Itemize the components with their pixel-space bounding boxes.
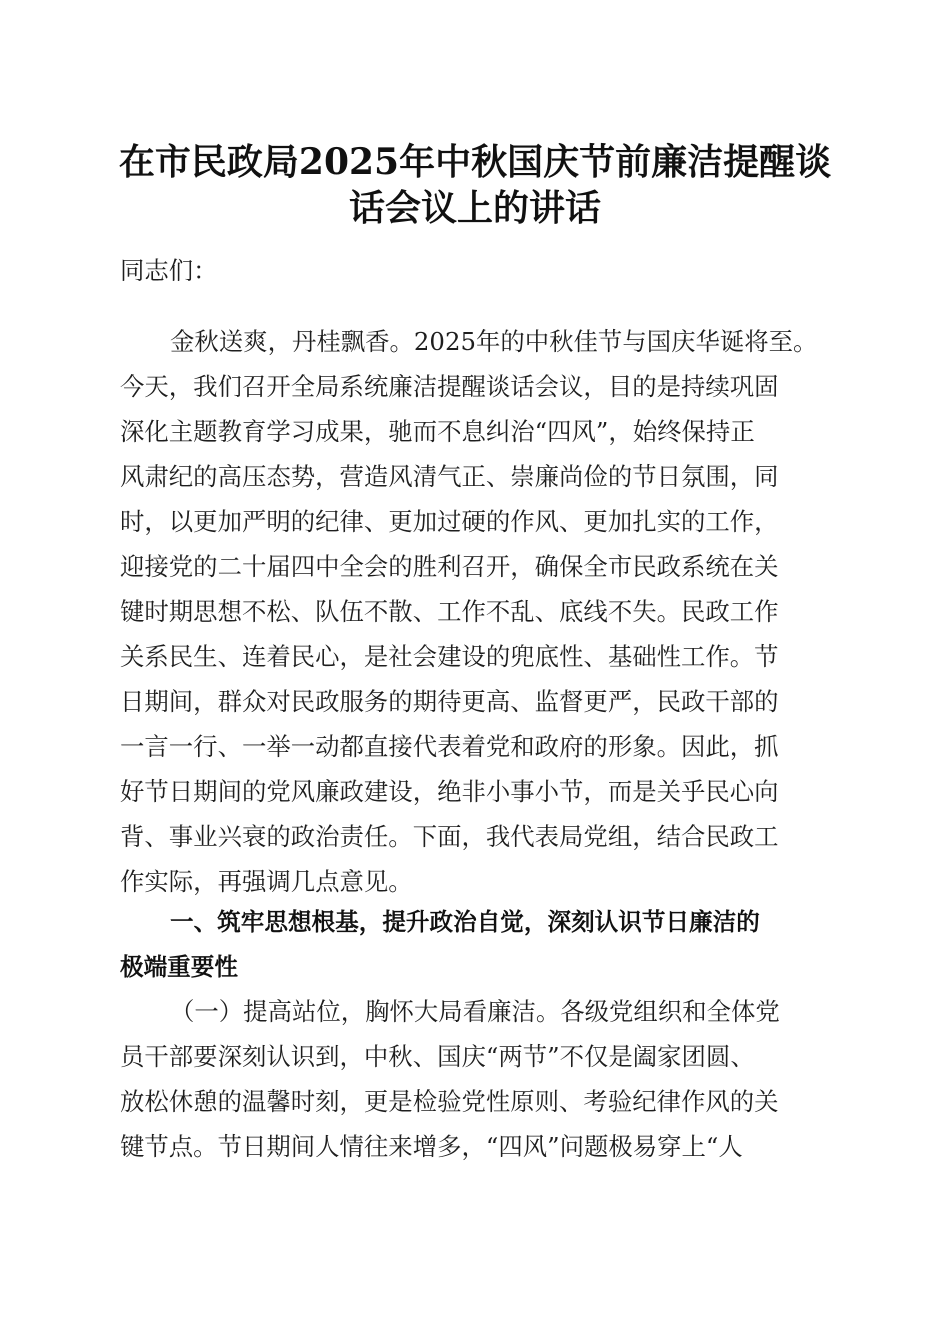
body-line: 键时期思想不松、队伍不散、工作不乱、底线不失。民政工作 <box>120 597 779 626</box>
body-line: 今天，我们召开全局系统廉洁提醒谈话会议，目的是持续巩固 <box>120 372 779 401</box>
body-line: 作实际，再强调几点意见。 <box>120 867 413 896</box>
salutation: 同志们： <box>120 256 218 285</box>
body-line: 一言一行、一举一动都直接代表着党和政府的形象。因此，抓 <box>120 732 779 761</box>
body-line: 时，以更加严明的纪律、更加过硬的作风、更加扎实的工作， <box>120 507 779 536</box>
body-line: 背、事业兴衰的政治责任。下面，我代表局党组，结合民政工 <box>120 822 779 851</box>
body-line: 金秋送爽，丹桂飘香。2025年的中秋佳节与国庆华诞将至。 <box>170 327 818 356</box>
document-title-line-1: 在市民政局2025年中秋国庆节前廉洁提醒谈 <box>118 141 832 183</box>
body-line: 键节点。节日期间人情往来增多，“四风”问题极易穿上“人 <box>120 1132 743 1161</box>
body-line: 迎接党的二十届四中全会的胜利召开，确保全市民政系统在关 <box>120 552 779 581</box>
body-line: 放松休憩的温馨时刻，更是检验党性原则、考验纪律作风的关 <box>120 1087 779 1116</box>
body-line: （一）提高站位，胸怀大局看廉洁。各级党组织和全体党 <box>170 997 780 1026</box>
section-heading: 一、筑牢思想根基，提升政治自觉，深刻认识节日廉洁的 <box>170 908 760 936</box>
body-line: 员干部要深刻认识到，中秋、国庆“两节”不仅是阖家团圆、 <box>120 1042 755 1071</box>
body-line: 好节日期间的党风廉政建设，绝非小事小节，而是关乎民心向 <box>120 777 779 806</box>
body-line: 日期间，群众对民政服务的期待更高、监督更严，民政干部的 <box>120 687 779 716</box>
document-title-line-2: 话会议上的讲话 <box>348 187 601 229</box>
section-heading: 极端重要性 <box>120 953 238 981</box>
body-line: 深化主题教育学习成果，驰而不息纠治“四风”，始终保持正 <box>120 417 755 446</box>
body-line: 关系民生、连着民心，是社会建设的兜底性、基础性工作。节 <box>120 642 779 671</box>
body-line: 风肃纪的高压态势，营造风清气正、崇廉尚俭的节日氛围，同 <box>120 462 779 491</box>
